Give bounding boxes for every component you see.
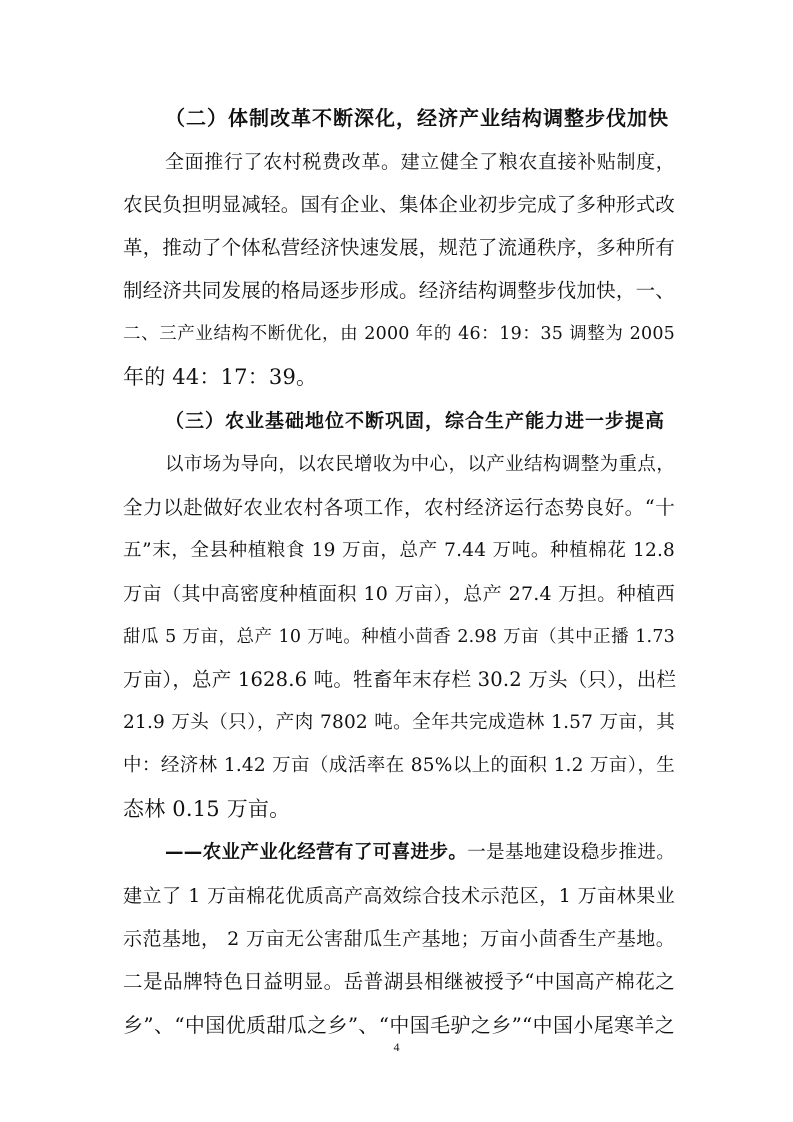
- paragraph-lead-bold: ——农业产业化经营有了可喜进步。: [165, 842, 468, 863]
- paragraph-line: 以市场为导向，以农民增收为中心，以产业结构调整为重点，: [165, 454, 675, 475]
- paragraph-line: 五”末，全县种植粮食 19 万亩，总产 7.44 万吨。种植棉花 12.8: [123, 540, 675, 561]
- paragraph-line-rest: 一是基地建设稳步推进。: [467, 842, 676, 863]
- paragraph-line: 农民负担明显减轻。国有企业、集体企业初步完成了多种形式改: [123, 193, 675, 216]
- paragraph-line: 建立了 1 万亩棉花优质高产高效综合技术示范区，1 万亩林果业: [123, 885, 675, 907]
- paragraph-line-with-lead: [165, 841, 675, 865]
- paragraph-line: 全面推行了农村税费改革。建立健全了粮农直接补贴制度，: [165, 151, 675, 173]
- paragraph-line: 21.9 万头（只），产肉 7802 吨。全年共完成造林 1.57 万亩，其: [123, 712, 675, 733]
- paragraph-line: 示范基地， 2 万亩无公害甜瓜生产基地；万亩小茴香生产基地。: [123, 928, 675, 950]
- paragraph-line: 革，推动了个体私营经济快速发展，规范了流通秩序，多种所有: [123, 236, 675, 259]
- paragraph-line: 中：经济林 1.42 万亩（成活率在 85%以上的面积 1.2 万亩），生: [123, 755, 675, 776]
- paragraph-line: 乡”、“中国优质甜瓜之乡”、“中国毛驴之乡”“中国小尾寒羊之: [123, 1013, 675, 1037]
- paragraph-line: 制经济共同发展的格局逐步形成。经济结构调整步伐加快，一、: [123, 279, 675, 302]
- page-number: 4: [393, 1040, 400, 1054]
- paragraph-line: 态林 0.15 万亩。: [123, 797, 291, 821]
- paragraph-line: 年的 44：17：39。: [123, 365, 318, 389]
- paragraph-line: 二是品牌特色日益明显。岳普湖县相继被授予“中国高产棉花之: [123, 970, 675, 993]
- section-heading-2: （二）体制改革不断深化，经济产业结构调整步伐加快: [165, 106, 669, 130]
- paragraph-line: 全力以赴做好农业农村各项工作，农村经济运行态势良好。“十: [123, 496, 675, 519]
- paragraph-line: 万亩（其中高密度种植面积 10 万亩），总产 27.4 万担。种植西: [123, 583, 675, 605]
- paragraph-line: 甜瓜 5 万亩，总产 10 万吨。种植小茴香 2.98 万亩（其中正播 1.73: [123, 627, 675, 647]
- paragraph-line: 万亩），总产 1628.6 吨。牲畜年末存栏 30.2 万头（只），出栏: [123, 668, 677, 691]
- paragraph-line: 二、三产业结构不断优化，由 2000 年的 46：19：35 调整为 2005: [123, 324, 675, 344]
- section-heading-3: （三）农业基础地位不断巩固，综合生产能力进一步提高: [165, 410, 666, 432]
